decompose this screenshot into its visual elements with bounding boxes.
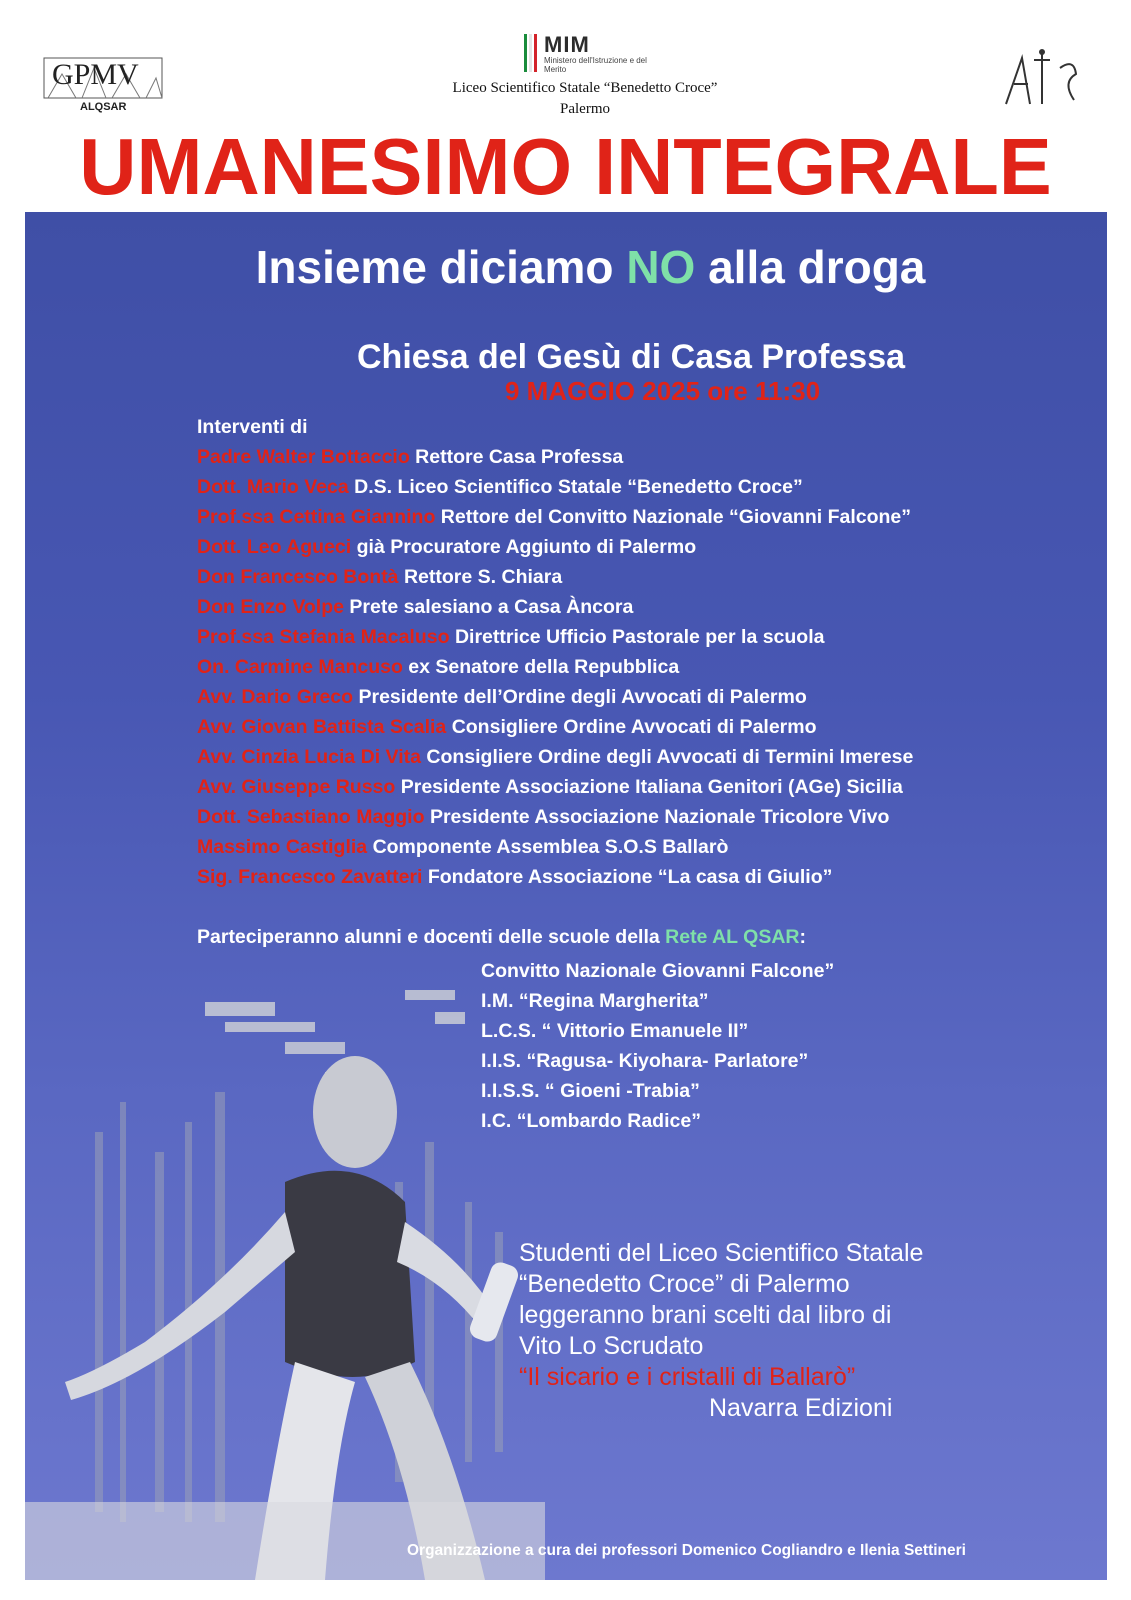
speaker-row	[197, 502, 913, 532]
speaker-name: Don Francesco Bontà	[197, 566, 399, 588]
speaker-name: Prof.ssa Stefania Macaluso	[197, 626, 450, 648]
speaker-name: Dott. Mario Veca	[197, 476, 349, 498]
organizers-credit: Organizzazione a cura dei professori Domenico Cogliandro e Ilenia Settineri	[407, 1542, 966, 1559]
mim-block	[420, 34, 750, 118]
speaker-name: On. Carmine Mancuso	[197, 656, 403, 678]
speaker-name: Don Enzo Volpe	[197, 596, 344, 618]
speaker-row	[197, 772, 913, 802]
speaker-row	[197, 442, 913, 472]
participants-text: Parteciperanno alunni e docenti delle scuole della	[197, 926, 666, 948]
speaker-row	[197, 652, 913, 682]
event-date: 9 MAGGIO 2025 ore 11:30	[505, 376, 821, 406]
school-item: L.C.S. “ Vittorio Emanuele II”	[481, 1020, 749, 1042]
school-city: Palermo	[560, 101, 610, 117]
speakers-label: Interventi di	[197, 416, 308, 438]
speaker-role: Presidente dell’Ordine degli Avvocati di Palermo	[358, 686, 807, 708]
speaker-role: Presidente Associazione Italiana Genitori (AGe) Sicilia	[400, 776, 903, 798]
subtitle-highlight: NO	[626, 241, 696, 293]
alqsar-label: ALQSAR	[80, 101, 127, 113]
main-title: UMANESIMO INTEGRALE	[79, 122, 1052, 211]
alqsar-logo	[42, 44, 164, 114]
speaker-row	[197, 532, 913, 562]
speaker-row	[197, 742, 913, 772]
speaker-role: D.S. Liceo Scientifico Statale “Benedetto Croce”	[354, 476, 803, 498]
running-person-illustration	[25, 982, 545, 1580]
school-item: Convitto Nazionale Giovanni Falcone”	[481, 960, 835, 982]
speaker-name: Avv. Giuseppe Russo	[197, 776, 396, 798]
school-emblem-icon	[1000, 44, 1082, 114]
school-item: I.C. “Lombardo Radice”	[481, 1110, 701, 1132]
speaker-role: Consigliere Ordine Avvocati di Palermo	[451, 716, 817, 738]
speaker-name: Avv. Dario Greco	[197, 686, 354, 708]
poster-panel	[25, 212, 1107, 1580]
italian-flag-icon	[524, 34, 538, 72]
speaker-role: Direttrice Ufficio Pastorale per la scuola	[454, 626, 825, 648]
speaker-name: Sig. Francesco Zavatteri	[197, 866, 423, 888]
speaker-name: Avv. Giovan Battista Scalia	[197, 716, 447, 738]
reading-line: leggeranno brani scelti dal libro di	[519, 1301, 892, 1329]
poster-header	[0, 0, 1131, 130]
reading-line: Vito Lo Scrudato	[519, 1332, 704, 1360]
speaker-role: già Procuratore Aggiunto di Palermo	[356, 536, 697, 558]
mim-brand: MIM	[544, 32, 590, 57]
speaker-name: Massimo Castiglia	[197, 836, 368, 858]
school-item: I.M. “Regina Margherita”	[481, 990, 709, 1012]
speaker-row	[197, 802, 913, 832]
event-venue: Chiesa del Gesù di Casa Professa	[357, 338, 906, 376]
schools-list	[481, 956, 834, 1136]
speaker-role: ex Senatore della Repubblica	[408, 656, 680, 678]
reading-line: “Benedetto Croce” di Palermo	[519, 1270, 850, 1298]
subtitle-before: Insieme diciamo	[255, 241, 627, 293]
speaker-role: Presidente Associazione Nazionale Tricolore Vivo	[429, 806, 890, 828]
speaker-row	[197, 682, 913, 712]
speaker-row	[197, 712, 913, 742]
speaker-row	[197, 592, 913, 622]
speaker-name: Prof.ssa Cettina Giannino	[197, 506, 436, 528]
speaker-row	[197, 562, 913, 592]
subtitle	[25, 240, 1107, 294]
speaker-role: Consigliere Ordine degli Avvocati di Termini Imerese	[426, 746, 914, 768]
speaker-role: Fondatore Associazione “La casa di Giulio”	[427, 866, 833, 888]
speaker-role: Prete salesiano a Casa Àncora	[349, 596, 634, 618]
speaker-role: Rettore S. Chiara	[403, 566, 563, 588]
speaker-role: Rettore del Convitto Nazionale “Giovanni Falcone”	[440, 506, 912, 528]
book-publisher: Navarra Edizioni	[709, 1394, 893, 1422]
speaker-name: Padre Walter Bottaccio	[197, 446, 410, 468]
speaker-role: Rettore Casa Professa	[415, 446, 624, 468]
speakers-list	[197, 412, 913, 892]
speaker-name: Dott. Leo Agueci	[197, 536, 352, 558]
subtitle-after: alla droga	[695, 241, 926, 293]
school-item: I.I.S. “Ragusa- Kiyohara- Parlatore”	[481, 1050, 809, 1072]
reading-block	[519, 1238, 923, 1424]
school-name: Liceo Scientifico Statale “Benedetto Croce”	[452, 80, 718, 96]
speaker-row	[197, 862, 913, 892]
svg-text:GPMV: GPMV	[52, 58, 139, 91]
book-title: “Il sicario e i cristalli di Ballarò”	[519, 1363, 856, 1391]
network-name: Rete AL QSAR	[665, 926, 800, 948]
speaker-row	[197, 472, 913, 502]
speaker-row	[197, 622, 913, 652]
reading-line: Studenti del Liceo Scientifico Statale	[519, 1239, 924, 1267]
speaker-name: Avv. Cinzia Lucia Di Vita	[197, 746, 421, 768]
ministry-name: Ministero dell'Istruzione e del Merito	[544, 56, 647, 74]
participants-suffix: :	[799, 926, 806, 948]
participants-line	[197, 926, 806, 949]
speaker-name: Dott. Sebastiano Maggio	[197, 806, 425, 828]
school-item: I.I.S.S. “ Gioeni -Trabia”	[481, 1080, 700, 1102]
speaker-role: Componente Assemblea S.O.S Ballarò	[372, 836, 729, 858]
speaker-row	[197, 832, 913, 862]
